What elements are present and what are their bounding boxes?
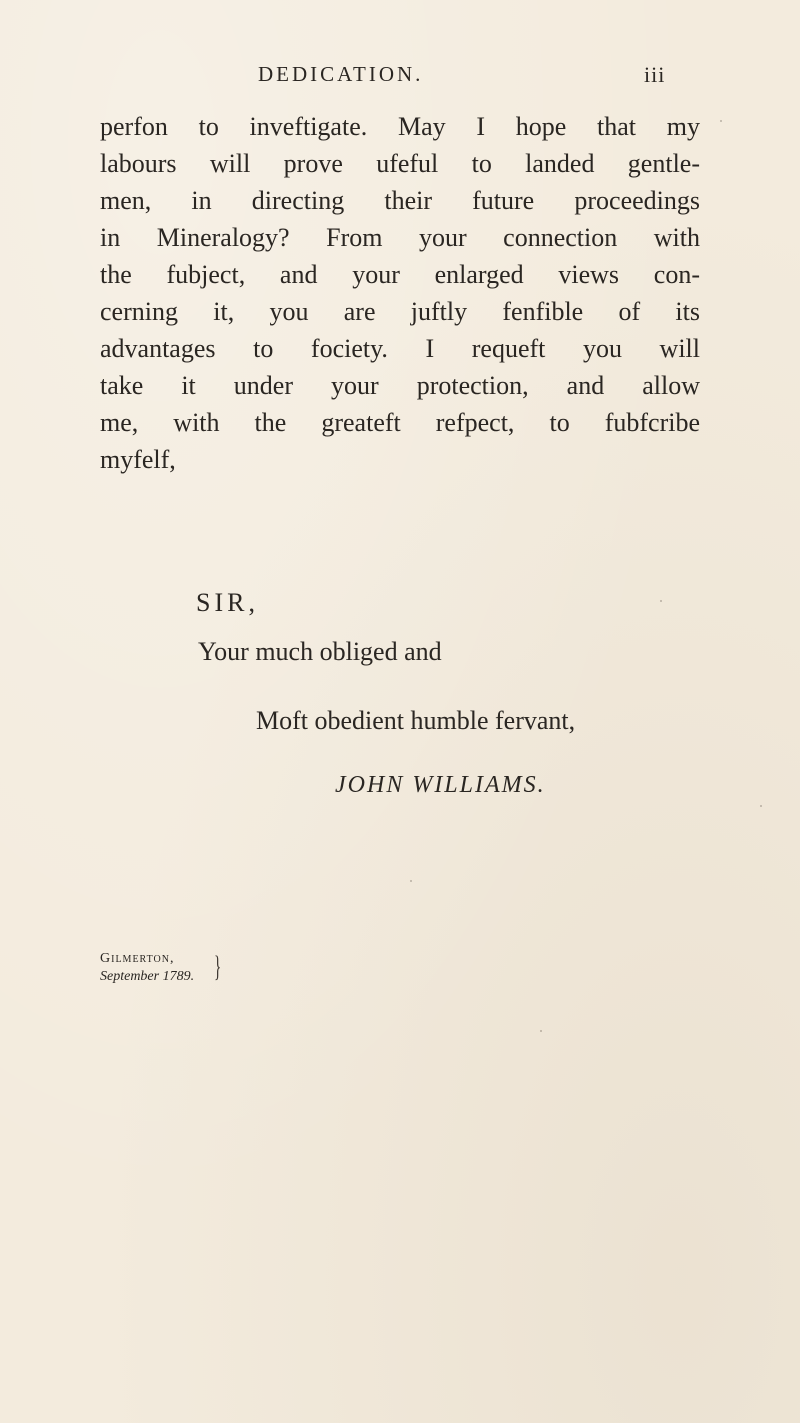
paper-fleck — [660, 600, 662, 602]
body-line: the fubject, and your enlarged views con- — [100, 260, 700, 289]
page-number: iii — [644, 62, 666, 87]
dedication-body — [100, 108, 700, 478]
paper-fleck — [760, 805, 762, 807]
body-line: perfon to inveftigate. May I hope that my — [100, 112, 700, 141]
body-line: me, with the greateft refpect, to fubfcribe — [100, 408, 700, 437]
body-line: myfelf, — [100, 445, 176, 474]
date: September 1789. — [100, 969, 195, 984]
running-title: DEDICATION. — [258, 62, 424, 86]
salutation: SIR, — [196, 588, 259, 617]
body-line: men, in directing their future proceedings — [100, 186, 700, 215]
body-line: cerning it, you are juftly fenfible of its — [100, 297, 700, 326]
paper-fleck — [720, 120, 722, 122]
closing-line-2: Moft obedient humble fervant, — [256, 706, 576, 735]
brace-mark: } — [214, 950, 222, 983]
body-line: labours will prove ufeful to landed gentle- — [100, 149, 700, 178]
place-name: Gilmerton, — [100, 951, 175, 966]
place-date — [100, 950, 194, 986]
paper-fleck — [540, 1030, 542, 1032]
closing-line-1: Your much obliged and — [198, 637, 442, 666]
body-line: in Mineralogy? From your connection with — [100, 223, 700, 252]
running-head — [0, 60, 800, 96]
body-line: advantages to fociety. I requeft you will — [100, 334, 700, 363]
body-line: take it under your protection, and allow — [100, 371, 700, 400]
paper-fleck — [410, 880, 412, 882]
signature: JOHN WILLIAMS. — [335, 772, 546, 798]
